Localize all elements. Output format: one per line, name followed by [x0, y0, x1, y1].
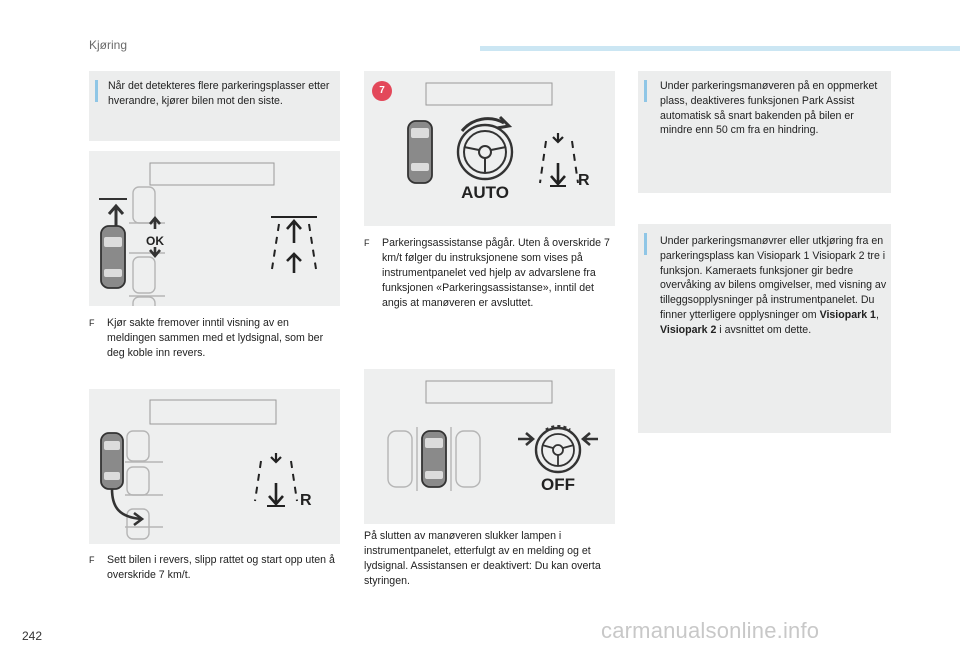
step-forward-text: Kjør sakte fremover inntil visning av en meldingen sammen med et lydsignal, som ber deg koble inn revers.	[107, 317, 324, 360]
step-reverse	[89, 553, 340, 589]
figure-auto-steering	[364, 71, 615, 226]
reverse-gear-label: R	[578, 172, 590, 189]
end-of-maneuver-text: På slutten av manøveren slukker lampen i instrumentpanelet, etterfulgt av en melding og et lydsignal. Assistansen er deaktivert: Du kan overta styringen.	[364, 530, 601, 588]
bullet-icon: F	[89, 318, 95, 328]
visiopark-1-ref: Visiopark 1	[819, 309, 876, 322]
forward-approach-illustration	[89, 151, 340, 306]
figure-reverse	[89, 389, 340, 544]
step-forward	[89, 316, 340, 368]
note-multiple-spaces-text: Når det detekteres flere parkeringsplasser etter hverandre, kjører bilen mot den siste.	[108, 80, 330, 107]
figure-number-badge: 7	[372, 81, 392, 101]
reverse-illustration	[89, 389, 340, 544]
auto-steering-illustration	[364, 71, 615, 226]
ok-label: OK	[146, 234, 164, 248]
auto-label: AUTO	[461, 183, 509, 202]
info-bar-icon	[95, 80, 98, 102]
assist-off-illustration	[364, 369, 615, 524]
bullet-icon: F	[364, 238, 370, 248]
note-visiopark	[638, 224, 891, 433]
note-deactivation-text: Under parkeringsmanøveren på en oppmerket plass, deaktiveres funksjonen Park Assist automatisk så snart bakenden på bilen er mindre enn 50 cm fra en hindring.	[660, 80, 878, 137]
page-number: 242	[22, 629, 43, 643]
watermark: carmanualsonline.info	[601, 618, 820, 643]
note-visiopark-end: i avsnittet om dette.	[716, 323, 812, 336]
note-visiopark-text	[660, 234, 888, 338]
visiopark-separator: ,	[875, 309, 879, 322]
bullet-icon: F	[89, 555, 95, 565]
header-accent-bar	[480, 46, 960, 51]
note-deactivation	[638, 71, 891, 193]
figure-forward-approach	[89, 151, 340, 306]
section-title: Kjøring	[89, 38, 128, 52]
figure-assist-off	[364, 369, 615, 524]
info-bar-icon	[644, 80, 647, 102]
info-bar-icon	[644, 233, 647, 255]
step-assist-active	[364, 236, 615, 336]
reverse-gear-label: R	[300, 492, 312, 509]
note-multiple-spaces	[89, 71, 340, 141]
note-visiopark-body: Under parkeringsmanøvrer eller utkjøring fra en parkeringsplass kan Visiopark 1 Visiopark 2 tre i funksjon. Kameraets funksjoner gir bedre overvåking av bilens omgivelser, med visning av tilleggsopplysninger på instrumentpanelet. Du finner ytterligere opplysninger om	[660, 235, 887, 322]
step-reverse-text: Sett bilen i revers, slipp rattet og start opp uten å overskride 7 km/t.	[107, 554, 335, 582]
step-assist-active-text: Parkeringsassistanse pågår. Uten å overskride 7 km/t følger du instruksjonene som vises på instrumentpanelet ved hjelp av advarslene fra funksjonen «Parkeringsassistanse», inntil det angis at manøveren er avsluttet.	[382, 237, 610, 310]
visiopark-2-ref: Visiopark 2	[660, 323, 717, 336]
off-label: OFF	[541, 475, 575, 494]
